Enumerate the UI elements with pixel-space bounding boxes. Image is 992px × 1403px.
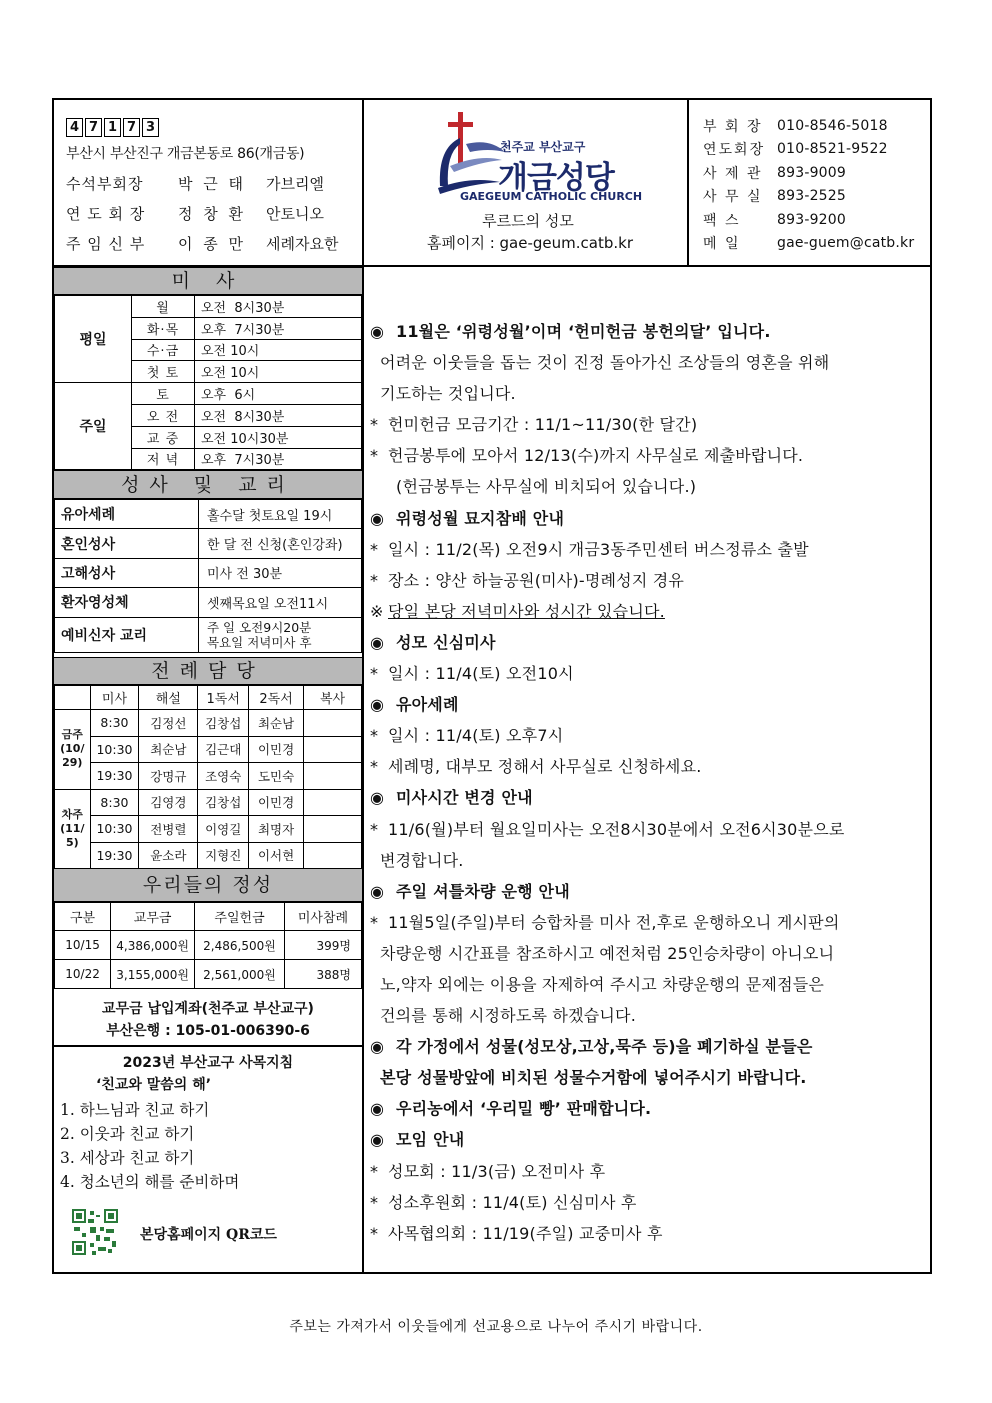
account-title: 교무금 납입계좌(천주교 부산교구) <box>102 1001 314 1017</box>
liturgy-cell: 김영경 <box>139 789 198 816</box>
account-info <box>54 998 362 1042</box>
contact-row <box>703 114 914 138</box>
logo-english: GAEGEUM CATHOLIC CHURCH <box>460 190 643 203</box>
notice-text: 일시 : 11/4(토) 오전10시 <box>388 664 574 684</box>
notice-text: 성소후원회 : 11/4(토) 신심미사 후 <box>388 1192 637 1212</box>
notice-text: 위령성월 묘지참배 안내 <box>396 508 565 528</box>
goals-subtitle: ‘친교와 말씀의 해’ <box>96 1077 212 1093</box>
offering-cell: 399명 <box>284 931 361 960</box>
mass-row <box>55 383 362 405</box>
offering-header: 구분 <box>55 903 111 931</box>
goal-item: 4. 청소년의 해를 준비하며 <box>60 1173 240 1191</box>
officer-name: 이 종 만 <box>178 235 247 253</box>
contact-label: 사 무 실 <box>703 189 763 206</box>
notice-line <box>370 689 926 720</box>
asterisk-icon: * <box>370 726 379 746</box>
zip-digit: 4 <box>66 118 83 137</box>
officer-baptism-name: 안토니오 <box>266 205 324 223</box>
sacrament-desc: 셋째목요일 오전11시 <box>199 588 362 617</box>
officer-name: 정 창 환 <box>178 205 247 223</box>
notice-line <box>370 969 926 1000</box>
liturgy-corner <box>55 686 91 710</box>
liturgy-cell: 8:30 <box>90 710 139 737</box>
pastoral-goals <box>54 1052 362 1194</box>
asterisk-icon: * <box>370 912 379 932</box>
officer-name: 박 근 태 <box>178 175 247 193</box>
notice-text: 미사시간 변경 안내 <box>396 788 533 808</box>
sacrament-row <box>55 588 362 617</box>
goals-title: 2023년 부산교구 사목지침 <box>122 1055 294 1071</box>
liturgy-cell: 윤소라 <box>139 842 198 869</box>
zip-code <box>66 118 356 137</box>
contact-list <box>703 114 914 255</box>
liturgy-row <box>55 736 362 763</box>
notice-text: 모임 안내 <box>396 1130 465 1150</box>
liturgy-cell: 지형진 <box>198 842 249 869</box>
contact-label: 부 회 장 <box>703 118 763 135</box>
bullet-circle-icon: ◉ <box>370 788 385 808</box>
contact-value[interactable]: gae-guem@catb.kr <box>777 235 915 252</box>
offering-cell: 4,386,000원 <box>111 931 195 960</box>
contact-label: 메 일 <box>703 236 741 253</box>
mass-day: 토 <box>132 383 195 405</box>
offering-cell: 388명 <box>284 960 361 989</box>
contact-value[interactable]: 893-9200 <box>777 211 847 228</box>
notice-line <box>370 378 926 409</box>
notice-text: 성모 신심미사 <box>396 632 496 652</box>
liturgy-section-title: 전례담당 <box>54 657 362 685</box>
notice-line <box>370 907 926 938</box>
asterisk-icon: * <box>370 446 379 466</box>
notice-text: 노,약자 외에는 이용을 자제하여 주시고 차량운행의 문제점들은 <box>380 974 825 994</box>
officer-baptism-name: 가브리엘 <box>266 175 324 193</box>
notice-line <box>370 876 926 907</box>
asterisk-icon: * <box>370 1161 379 1181</box>
notice-line <box>370 471 926 502</box>
header-divider-right <box>687 98 689 266</box>
notice-line <box>370 565 926 596</box>
notice-line <box>370 782 926 813</box>
bullet-circle-icon: ◉ <box>370 322 385 341</box>
contact-label: 연도회장 <box>703 142 766 159</box>
notice-text: 우리농에서 ‘우리밀 빵’ 판매합니다. <box>396 1099 652 1119</box>
liturgy-cell <box>304 842 362 869</box>
asterisk-icon: * <box>370 539 379 559</box>
offering-header-row <box>55 903 362 931</box>
asterisk-icon: * <box>370 1192 379 1212</box>
notice-line <box>370 1124 926 1155</box>
mass-time: 오전 10시30분 <box>195 426 362 448</box>
liturgy-cell <box>304 789 362 816</box>
liturgy-cell: 도민숙 <box>249 763 304 790</box>
asterisk-icon: * <box>370 757 379 777</box>
mass-time: 오전 8시30분 <box>195 296 362 318</box>
sacrament-name: 예비신자 교리 <box>55 617 199 652</box>
sacrament-name: 고해성사 <box>55 558 199 587</box>
notice-line <box>370 1093 926 1124</box>
liturgy-cell <box>304 710 362 737</box>
liturgy-row <box>55 710 362 737</box>
liturgy-table <box>54 685 362 869</box>
officer-list <box>66 173 356 254</box>
notice-line <box>370 316 926 347</box>
liturgy-header-row <box>55 686 362 710</box>
asterisk-icon: * <box>370 415 379 435</box>
notice-line <box>370 627 926 658</box>
liturgy-cell: 이서현 <box>249 842 304 869</box>
asterisk-icon: * <box>370 819 379 839</box>
liturgy-cell: 이민경 <box>249 789 304 816</box>
liturgy-cell: 김근대 <box>198 736 249 763</box>
notice-line <box>370 751 926 782</box>
notice-text: 변경합니다. <box>380 850 464 870</box>
offering-section-title: 우리들의 정성 <box>54 868 362 902</box>
notice-text: 건의를 통해 시정하도록 하겠습니다. <box>380 1006 636 1026</box>
notice-line <box>370 1000 926 1031</box>
notice-line <box>370 814 926 845</box>
notice-text: 사목협의회 : 11/19(주일) 교중미사 후 <box>388 1223 663 1243</box>
officer-baptism-name: 세례자요한 <box>266 235 339 253</box>
liturgy-cell: 최순남 <box>139 736 198 763</box>
liturgy-cell: 19:30 <box>90 842 139 869</box>
liturgy-cell <box>304 736 362 763</box>
officer-role: 수석부회장 <box>66 175 144 193</box>
sacraments-section-title: 성사 및 교리 <box>54 470 362 499</box>
officer-role: 주 임 신 부 <box>66 235 146 253</box>
contact-row <box>703 232 914 256</box>
liturgy-cell: 최순남 <box>249 710 304 737</box>
liturgy-row <box>55 789 362 816</box>
bullet-circle-icon: ◉ <box>370 695 385 715</box>
offering-header: 교무금 <box>111 903 195 931</box>
notice-line <box>370 938 926 969</box>
notice-line <box>370 1031 926 1062</box>
logo-title: 개금성당 <box>498 160 614 196</box>
mass-schedule-table <box>54 295 362 470</box>
contact-label: 팩 스 <box>703 212 741 229</box>
sacrament-name: 유아세례 <box>55 500 199 529</box>
contact-row <box>703 138 914 162</box>
asterisk-icon: * <box>370 1223 379 1243</box>
offering-table <box>54 902 362 989</box>
liturgy-cell: 8:30 <box>90 789 139 816</box>
goal-item: 1. 하느님과 친교 하기 <box>60 1101 210 1119</box>
zip-digit: 7 <box>85 118 102 137</box>
notice-line <box>370 534 926 565</box>
zip-digit: 3 <box>142 118 159 137</box>
goal-item: 2. 이웃과 친교 하기 <box>60 1125 195 1143</box>
notice-line <box>370 440 926 471</box>
mass-group-label: 평일 <box>55 296 132 383</box>
parish-info <box>66 118 356 263</box>
notice-text: 11월5일(주일)부터 승합차를 미사 전,후로 운행하오니 게시판의 <box>388 912 840 932</box>
bullet-circle-icon: ◉ <box>370 1037 385 1057</box>
notice-text: 어려운 이웃들을 돕는 것이 진정 돌아가신 조상들의 영혼을 위해 <box>380 353 830 373</box>
offering-cell: 10/22 <box>55 960 111 989</box>
sacraments-table <box>54 499 362 653</box>
notice-text: 11월은 ‘위령성월’이며 ‘헌미헌금 봉헌의달’ 입니다. <box>396 322 771 341</box>
officer-role: 연 도 회 장 <box>66 205 146 223</box>
liturgy-cell: 김창섭 <box>198 789 249 816</box>
sacrament-desc: 미사 전 30분 <box>199 558 362 587</box>
bullet-circle-icon: ◉ <box>370 508 385 528</box>
contact-row <box>703 161 914 185</box>
homepage-link[interactable]: 홈페이지 : gae-geum.catb.kr <box>426 234 633 252</box>
contact-row <box>703 208 914 232</box>
sacrament-desc-line: 목요일 저녁미사 후 <box>207 634 312 650</box>
liturgy-row <box>55 816 362 843</box>
liturgy-row <box>55 763 362 790</box>
notice-text: 차량운행 시간표를 참조하시고 예전처럼 25인승차량이 아니오니 <box>380 943 835 963</box>
contact-value[interactable]: 010-8521-9522 <box>777 141 888 158</box>
notice-text: (헌금봉투는 사무실에 비치되어 있습니다.) <box>396 477 697 497</box>
notice-text: 헌미헌금 모금기간 : 11/1~11/30(한 달간) <box>388 415 698 435</box>
mass-day: 교 중 <box>132 426 195 448</box>
offering-header: 주일헌금 <box>195 903 285 931</box>
notice-text: 본당 성물방앞에 비치된 성물수거함에 넣어주시기 바랍니다. <box>380 1068 807 1088</box>
zip-digit: 1 <box>104 118 121 137</box>
column-divider <box>362 98 364 1274</box>
sacrament-row <box>55 617 362 652</box>
liturgy-week-label: 차주(11/5) <box>55 789 91 869</box>
mass-day: 저 녁 <box>132 448 195 470</box>
mass-day: 화·목 <box>132 317 195 339</box>
notice-line <box>370 596 926 627</box>
notice-line <box>370 1062 926 1093</box>
notice-text: 주일 셔틀차량 운행 안내 <box>396 881 570 901</box>
sacrament-row <box>55 500 362 529</box>
account-bottom-line <box>54 1045 362 1047</box>
qr-code-icon[interactable] <box>72 1209 118 1255</box>
contact-value[interactable]: 893-9009 <box>777 164 847 181</box>
notice-text: 당일 본당 저녁미사와 성시간 있습니다. <box>388 601 665 621</box>
zip-digit: 7 <box>123 118 140 137</box>
offering-cell: 2,486,500원 <box>195 931 285 960</box>
goal-item: 3. 세상과 친교 하기 <box>60 1149 195 1167</box>
liturgy-cell <box>304 816 362 843</box>
liturgy-cell: 강명규 <box>139 763 198 790</box>
sacrament-row <box>55 529 362 558</box>
notice-line <box>370 658 926 689</box>
notice-line <box>370 1156 926 1187</box>
offering-cell: 3,155,000원 <box>111 960 195 989</box>
contact-value[interactable]: 010-8546-5018 <box>777 117 888 134</box>
mass-day: 월 <box>132 296 195 318</box>
liturgy-cell: 김창섭 <box>198 710 249 737</box>
offering-cell: 10/15 <box>55 931 111 960</box>
mass-section-title: 미 사 <box>54 267 362 295</box>
notice-line <box>370 1187 926 1218</box>
sacrament-desc-line: 주 일 오전9시20분 <box>207 619 312 635</box>
contact-value[interactable]: 893-2525 <box>777 188 847 205</box>
mass-time: 오후 7시30분 <box>195 317 362 339</box>
liturgy-header: 미사 <box>90 686 139 710</box>
asterisk-icon: * <box>370 664 379 684</box>
bullet-circle-icon: ◉ <box>370 1099 385 1119</box>
contact-label: 사 제 관 <box>703 165 763 182</box>
mass-group-label: 주일 <box>55 383 132 470</box>
offering-row <box>55 931 362 960</box>
sacrament-name: 환자영성체 <box>55 588 199 617</box>
liturgy-header: 1독서 <box>198 686 249 710</box>
account-number: 부산은행 : 105-01-006390-6 <box>106 1023 310 1039</box>
contact-row <box>703 185 914 209</box>
mass-time: 오전 10시 <box>195 339 362 361</box>
notice-line <box>370 720 926 751</box>
mass-day: 수·금 <box>132 339 195 361</box>
notice-line <box>370 503 926 534</box>
offering-row <box>55 960 362 989</box>
liturgy-cell: 10:30 <box>90 816 139 843</box>
footer-note: 주보는 가져가서 이웃들에게 선교용으로 나누어 주시기 바랍니다. <box>289 1319 703 1335</box>
liturgy-cell: 최명자 <box>249 816 304 843</box>
liturgy-header: 복사 <box>304 686 362 710</box>
officer-row <box>66 203 356 224</box>
liturgy-cell: 전병렬 <box>139 816 198 843</box>
sacrament-desc <box>199 617 362 652</box>
officer-row <box>66 233 356 254</box>
liturgy-cell: 이민경 <box>249 736 304 763</box>
notice-text: 일시 : 11/4(토) 오후7시 <box>388 726 564 746</box>
sacrament-desc: 한 달 전 신청(혼인강좌) <box>199 529 362 558</box>
mass-time: 오후 7시30분 <box>195 448 362 470</box>
mass-day: 오 전 <box>132 404 195 426</box>
offering-cell: 2,561,000원 <box>195 960 285 989</box>
bullet-circle-icon: ◉ <box>370 632 385 652</box>
liturgy-row <box>55 842 362 869</box>
sacrament-row <box>55 558 362 587</box>
notice-line <box>370 409 926 440</box>
officer-row <box>66 173 356 194</box>
notice-text: 기도하는 것입니다. <box>380 384 516 404</box>
mass-row <box>55 296 362 318</box>
qr-code-label: 본당홈페이지 QR코드 <box>140 1227 277 1243</box>
patron-saint: 루르드의 성모 <box>482 212 574 230</box>
notice-line <box>370 845 926 876</box>
liturgy-header: 2독서 <box>249 686 304 710</box>
notice-text: 일시 : 11/2(목) 오전9시 개금3동주민센터 버스정류소 출발 <box>388 539 809 559</box>
mass-day: 첫 토 <box>132 361 195 383</box>
liturgy-cell: 김정선 <box>139 710 198 737</box>
reference-mark-icon: ※ <box>370 601 384 621</box>
bullet-circle-icon: ◉ <box>370 881 385 901</box>
notice-text: 장소 : 양산 하늘공원(미사)-명례성지 경유 <box>388 570 685 590</box>
notice-line <box>370 1218 926 1249</box>
mass-time: 오전 8시30분 <box>195 404 362 426</box>
liturgy-cell: 10:30 <box>90 736 139 763</box>
logo-subtitle: 천주교 부산교구 <box>500 140 586 154</box>
notice-text: 각 가정에서 성물(성모상,고상,묵주 등)을 폐기하실 분들은 <box>396 1037 813 1057</box>
liturgy-cell: 조영숙 <box>198 763 249 790</box>
mass-time: 오후 6시 <box>195 383 362 405</box>
asterisk-icon: * <box>370 570 379 590</box>
offering-header: 미사참례 <box>284 903 361 931</box>
address: 부산시 부산진구 개금본동로 86(개금동) <box>66 146 305 162</box>
liturgy-header: 해설 <box>139 686 198 710</box>
liturgy-week-label: 금주(10/29) <box>55 710 91 790</box>
notice-list <box>370 316 926 1249</box>
sacrament-name: 혼인성사 <box>55 529 199 558</box>
liturgy-cell <box>304 763 362 790</box>
notice-text: 유아세례 <box>396 695 459 715</box>
liturgy-cell: 19:30 <box>90 763 139 790</box>
mass-time: 오전 10시 <box>195 361 362 383</box>
notice-text: 헌금봉투에 모아서 12/13(수)까지 사무실로 제출바랍니다. <box>388 446 804 466</box>
notice-text: 11/6(월)부터 월요일미사는 오전8시30분에서 오전6시30분으로 <box>388 819 845 839</box>
liturgy-cell: 이영길 <box>198 816 249 843</box>
notice-text: 성모회 : 11/3(금) 오전미사 후 <box>388 1161 606 1181</box>
notice-text: 세례명, 대부모 정해서 사무실로 신청하세요. <box>388 757 702 777</box>
sacrament-desc: 홀수달 첫토요일 19시 <box>199 500 362 529</box>
bullet-circle-icon: ◉ <box>370 1130 385 1150</box>
notice-line <box>370 347 926 378</box>
